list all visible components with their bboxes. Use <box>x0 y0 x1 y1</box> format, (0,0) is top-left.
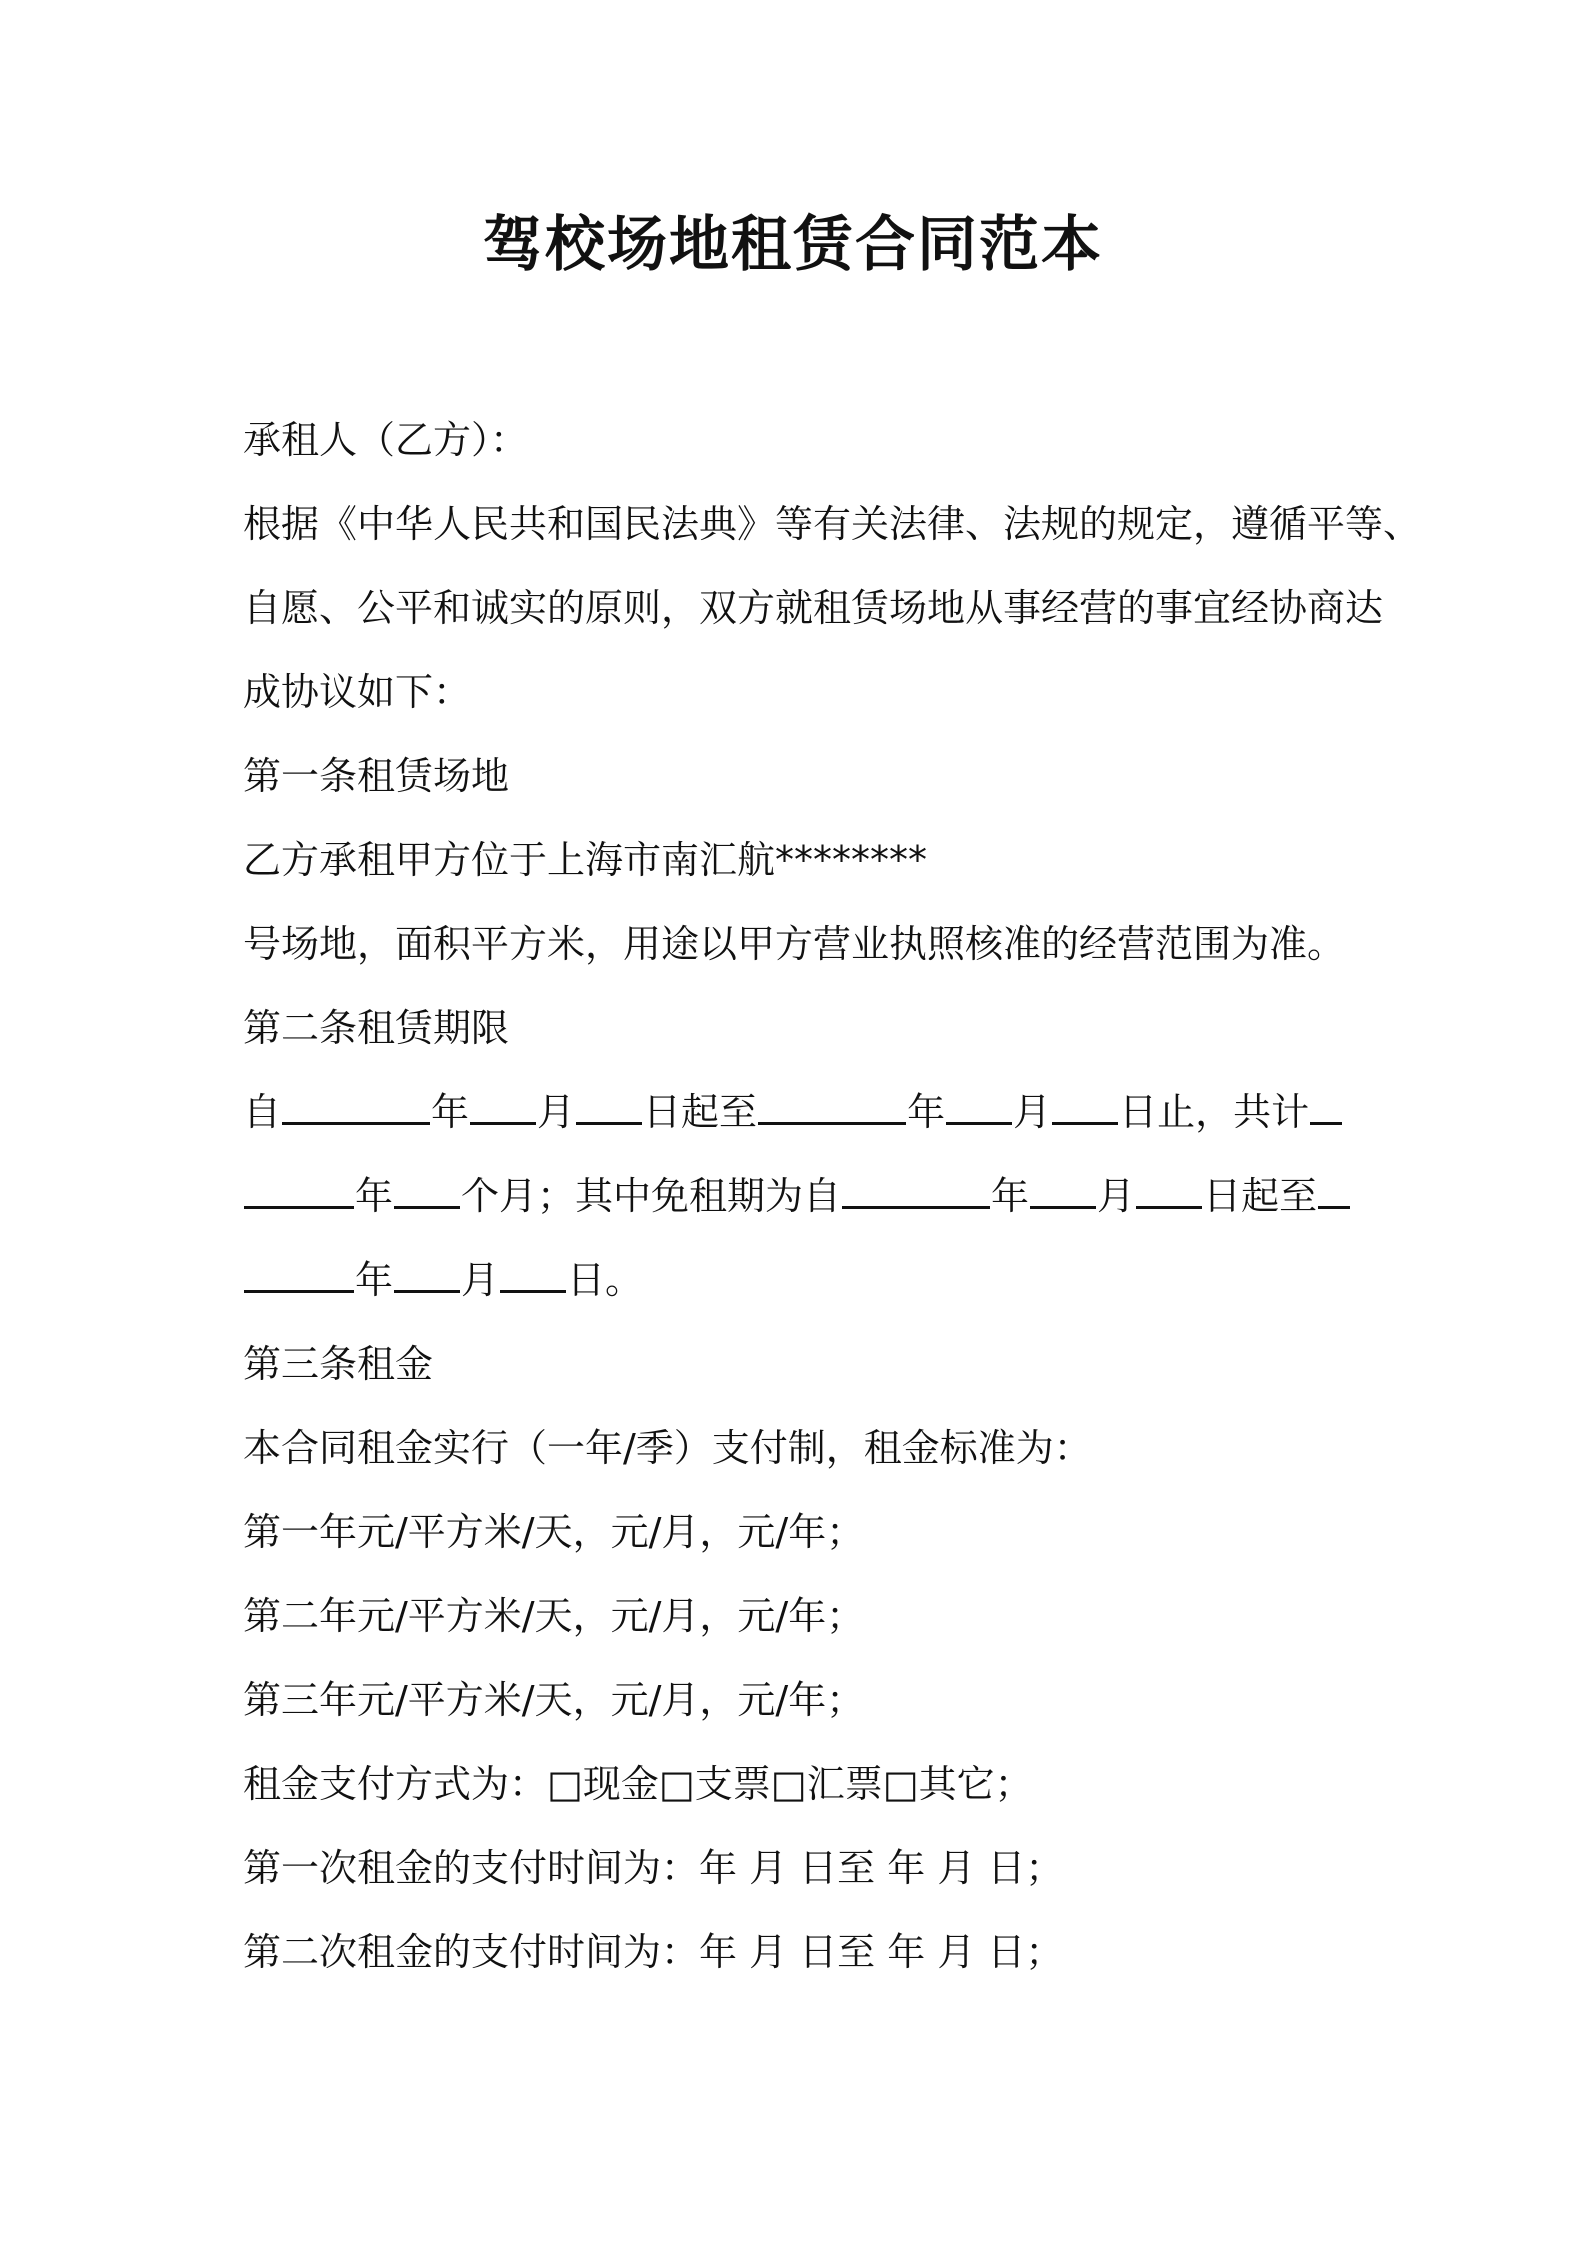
article-1-heading: 第一条租赁场地 <box>243 754 510 798</box>
free-start-month-blank <box>1030 1172 1096 1209</box>
term-text: 月 <box>461 1258 500 1302</box>
payment-method-line: 租金支付方式为：□现金□支票□汇票□其它； <box>243 1762 1033 1806</box>
free-end-month-blank <box>394 1256 460 1293</box>
term-text: 月 <box>1013 1090 1052 1134</box>
article-2-heading: 第二条租赁期限 <box>243 1006 510 1050</box>
first-payment-time-line: 第一次租金的支付时间为：年 月 日至 年 月 日； <box>243 1846 1064 1890</box>
term-text: 月 <box>537 1090 576 1134</box>
lessee-line: 承租人（乙方）： <box>243 418 529 462</box>
term-text: 年 <box>431 1090 470 1134</box>
term-text: 日止，共计 <box>1119 1090 1310 1134</box>
term-line-1 <box>243 1070 1363 1154</box>
article-1-line-2: 号场地，面积平方米，用途以甲方营业执照核准的经营范围为准。 <box>243 922 1346 966</box>
free-start-day-blank <box>1136 1172 1202 1209</box>
free-end-year-blank <box>244 1256 354 1293</box>
rent-year-3: 第三年元/平方米/天，元/月，元/年； <box>243 1678 865 1722</box>
total-years-blank <box>244 1172 354 1209</box>
rent-standard-line: 本合同租金实行（一年/季）支付制，租金标准为： <box>243 1426 1092 1470</box>
start-year-blank <box>282 1088 430 1125</box>
article-3-heading: 第三条租金 <box>243 1342 434 1386</box>
free-start-year-blank <box>842 1172 990 1209</box>
term-text: 自 <box>243 1090 282 1134</box>
term-line-2 <box>243 1154 1363 1238</box>
rent-year-1: 第一年元/平方米/天，元/月，元/年； <box>243 1510 865 1554</box>
contract-body <box>243 398 1422 1994</box>
term-text: 年 <box>355 1258 394 1302</box>
end-month-blank <box>946 1088 1012 1125</box>
total-years-blank-part <box>1310 1088 1342 1125</box>
term-text: 日起至 <box>1203 1174 1318 1218</box>
term-text: 年 <box>355 1174 394 1218</box>
start-day-blank <box>576 1088 642 1125</box>
total-months-blank <box>394 1172 460 1209</box>
rent-year-2: 第二年元/平方米/天，元/月，元/年； <box>243 1594 865 1638</box>
end-day-blank <box>1052 1088 1118 1125</box>
term-text: 日。 <box>567 1258 644 1302</box>
end-year-blank <box>758 1088 906 1125</box>
document-title: 驾校场地租赁合同范本 <box>483 210 1103 280</box>
start-month-blank <box>470 1088 536 1125</box>
term-text: 个月；其中免租期为自 <box>461 1174 842 1218</box>
term-text: 年 <box>991 1174 1030 1218</box>
second-payment-time-line: 第二次租金的支付时间为：年 月 日至 年 月 日； <box>243 1930 1064 1974</box>
preamble-line-1: 根据《中华人民共和国民法典》等有关法律、法规的规定，遵循平等、 <box>243 502 1422 546</box>
term-text: 日起至 <box>643 1090 758 1134</box>
term-text: 年 <box>907 1090 946 1134</box>
free-end-year-blank-part <box>1318 1172 1350 1209</box>
free-end-day-blank <box>500 1256 566 1293</box>
article-1-line-1: 乙方承租甲方位于上海市南汇航******** <box>243 838 928 882</box>
term-text: 月 <box>1097 1174 1136 1218</box>
preamble-line-2: 自愿、公平和诚实的原则，双方就租赁场地从事经营的事宜经协商达 <box>243 586 1384 630</box>
preamble-line-3: 成协议如下： <box>243 670 472 714</box>
term-line-3 <box>243 1238 1363 1322</box>
